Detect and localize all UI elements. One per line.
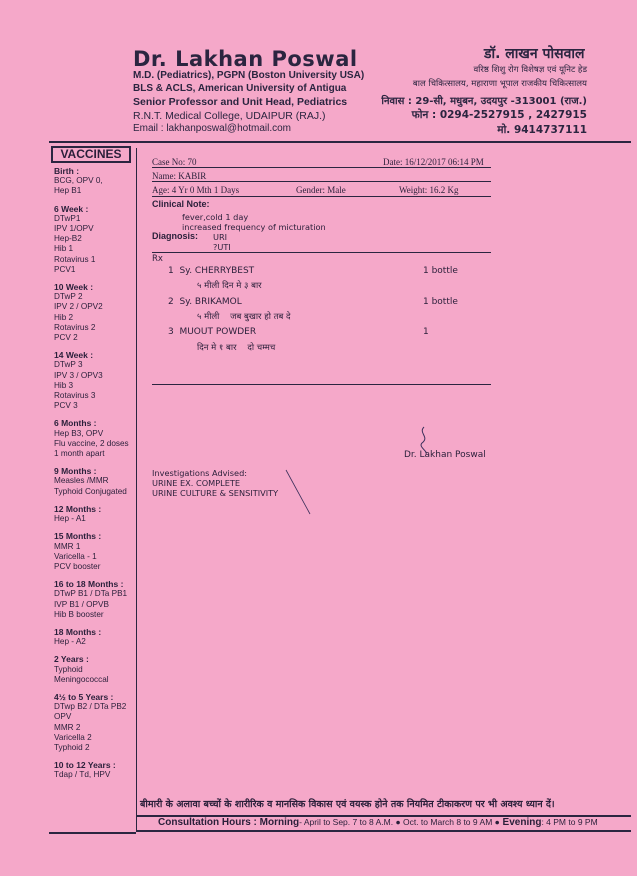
vaccine-age-title: 9 Months :: [54, 466, 97, 477]
qualification-line: M.D. (Pediatrics), PGPN (Boston University USA): [133, 70, 365, 81]
investigation-item: URINE EX. COMPLETE: [152, 478, 241, 488]
vaccine-item: Tdap / Td, HPV: [54, 770, 111, 780]
morning-label: Morning: [259, 817, 300, 828]
vaccine-item: DTwP 2: [54, 292, 83, 302]
vaccine-item: Hep B3, OPV: [54, 428, 104, 438]
vaccine-group: [54, 627, 136, 647]
vaccine-item: Measles /MMR: [54, 476, 109, 486]
vaccine-age-title: 6 Months :: [54, 418, 97, 429]
vaccine-item: Flu vaccine, 2 doses: [54, 438, 129, 448]
vaccine-item: Hep - A2: [54, 637, 86, 647]
vaccine-item: Typhoid Conjugated: [54, 486, 127, 496]
vaccine-item: DTwP B1 / DTa PB1: [54, 589, 128, 599]
medicine-dose: दिन मे १ बार दो चम्मच: [197, 343, 276, 353]
vaccine-item: Typhoid: [54, 664, 83, 674]
rule-line: [152, 167, 491, 168]
vaccine-group: [54, 466, 136, 497]
vaccine-age-title: 14 Week :: [54, 350, 94, 361]
vaccine-age-title: 6 Week :: [54, 203, 89, 214]
medicine-quantity: 1 bottle: [423, 266, 458, 276]
consultation-hours: [158, 817, 598, 828]
vaccine-item: IPV 2 / OPV2: [54, 302, 103, 312]
patient-weight: Weight: 16.2 Kg: [399, 185, 459, 195]
clinical-note-label: Clinical Note:: [152, 199, 210, 209]
diagnosis-value: ?UTI: [213, 242, 231, 252]
footer-hindi-note: बीमारी के अलावा बच्चों के शारीरिक व मानसिक विकास एवं वयस्क होने तक नियमित टीकाकरण पर भी अवश्य ध्यान दें।: [140, 799, 555, 810]
vaccine-item: Varicella 2: [54, 732, 92, 742]
vaccine-age-title: Birth :: [54, 166, 80, 176]
rule-line: [152, 181, 491, 182]
position-line: Senior Professor and Unit Head, Pediatrics: [133, 96, 348, 108]
signature-name: Dr. Lakhan Poswal: [404, 450, 486, 460]
vaccine-item: Rotavirus 2: [54, 322, 96, 332]
vaccine-item: Meningococcal: [54, 674, 109, 684]
doctor-name: Dr. Lakhan Poswal: [133, 47, 358, 71]
medicine-quantity: 1 bottle: [423, 297, 458, 307]
column-divider: [136, 148, 137, 831]
hindi-designation: वरिष्ठ शिशु रोग विशेषज्ञ एवं यूनिट हेड: [473, 65, 587, 75]
investigations-label: Investigations Advised:: [152, 468, 248, 478]
clinical-note: fever,cold 1 day: [182, 212, 249, 222]
evening-label: Evening: [502, 817, 542, 828]
email-line: Email : lakhanposwal@hotmail.com: [133, 123, 291, 134]
vaccine-item: OPV: [54, 712, 72, 722]
vaccine-item: DTwP1: [54, 213, 81, 223]
diagnosis-value: URI: [213, 232, 228, 242]
medicine-quantity: 1: [423, 327, 429, 337]
doctor-name-hindi: डॉ. लाखन पोसवाल: [484, 46, 585, 62]
vaccine-age-title: 15 Months :: [54, 531, 102, 542]
vaccine-item: Rotavirus 3: [54, 391, 96, 401]
investigation-item: URINE CULTURE & SENSITIVITY: [152, 488, 279, 498]
rule-line: [152, 384, 491, 385]
vaccine-item: Hep - A1: [54, 514, 86, 524]
medicine-line: 1 Sy. CHERRYBEST: [168, 266, 255, 276]
vaccine-group: [54, 531, 136, 572]
vaccine-age-title: 12 Months :: [54, 503, 102, 514]
vaccines-title: VACCINES: [51, 146, 131, 163]
vaccine-item: MMR 2: [54, 722, 81, 732]
patient-name: Name: KABIR: [152, 171, 207, 181]
vaccine-group: [54, 350, 136, 411]
vaccine-group: [54, 692, 136, 753]
vaccine-item: IPV 3 / OPV3: [54, 370, 103, 380]
vaccine-group: [54, 654, 136, 685]
vaccine-item: PCV1: [54, 264, 76, 274]
vaccine-item: DTwp B2 / DTa PB2: [54, 702, 127, 712]
medicine-dose: ५ मीली दिन मे ३ बार: [197, 281, 262, 291]
hindi-hospital: बाल चिकित्सालय, महाराणा भूपाल राजकीय चिकित्सालय: [412, 79, 587, 89]
vaccine-item: MMR 1: [54, 541, 81, 551]
vaccine-age-title: 10 Week :: [54, 282, 94, 293]
hindi-mobile: मो. 9414737111: [497, 124, 587, 136]
case-number: Case No: 70: [152, 157, 197, 167]
evening-hours: : 4 PM to 9 PM: [541, 817, 598, 827]
qualification-line: BLS & ACLS, American University of Antigua: [133, 83, 347, 94]
rx-label: Rx: [152, 254, 163, 264]
vaccine-group: [54, 166, 136, 197]
consultation-label: Consultation Hours :: [158, 817, 257, 828]
vaccine-age-title: 10 to 12 Years :: [54, 760, 116, 771]
rule-line: [152, 252, 491, 253]
vaccine-age-title: 4½ to 5 Years :: [54, 691, 114, 702]
morning-hours: - April to Sep. 7 to 8 A.M. ● Oct. to March 8 to 9 AM ●: [299, 817, 500, 827]
patient-age: Age: 4 Yr 0 Mth 1 Days: [152, 185, 240, 195]
visit-date: Date: 16/12/2017 06:14 PM: [383, 157, 484, 167]
vaccine-age-title: 16 to 18 Months :: [54, 579, 124, 590]
rule-line: [152, 196, 491, 197]
medicine-line: 3 MUOUT POWDER: [168, 327, 257, 337]
vaccine-group: [54, 579, 136, 620]
diagnosis-label: Diagnosis:: [152, 231, 199, 241]
patient-gender: Gender: Male: [296, 185, 346, 195]
vaccine-item: Rotavirus 1: [54, 254, 96, 264]
vaccine-item: IVP B1 / OPVB: [54, 599, 109, 609]
vaccine-age-title: 2 Years :: [54, 654, 89, 665]
vaccine-item: Hib 3: [54, 380, 74, 390]
hindi-address: निवास : 29-सी, मधुबन, उदयपुर -313001 (राज.): [381, 96, 587, 107]
vaccine-item: PCV booster: [54, 561, 101, 571]
vaccine-item: Hib B booster: [54, 609, 104, 619]
vaccine-item: Hib 1: [54, 244, 74, 254]
vaccine-schedule: [54, 166, 136, 788]
header-divider: [49, 141, 631, 143]
vaccine-item: 1 month apart: [54, 449, 105, 459]
vaccine-item: PCV 3: [54, 401, 78, 411]
vaccine-group: [54, 418, 136, 459]
vaccine-group: [54, 760, 136, 780]
vaccine-group: [54, 282, 136, 343]
vaccine-item: Hib 2: [54, 312, 74, 322]
vaccine-item: Typhoid 2: [54, 742, 90, 752]
vaccine-item: IPV 1/OPV: [54, 224, 94, 234]
vaccine-item: DTwP 3: [54, 360, 83, 370]
vaccine-item: PCV 2: [54, 333, 78, 343]
college-line: R.N.T. Medical College, UDAIPUR (RAJ.): [133, 110, 326, 122]
vaccine-item: Hep B1: [54, 186, 82, 196]
vaccine-item: BCG, OPV 0,: [54, 176, 103, 186]
clinical-note: increased frequency of micturation: [182, 222, 326, 232]
medicine-line: 2 Sy. BRIKAMOL: [168, 297, 242, 307]
vaccine-item: Hep-B2: [54, 234, 82, 244]
vaccine-item: Varicella - 1: [54, 551, 97, 561]
hindi-phone: फोन : 0294-2527915 , 2427915: [411, 109, 587, 121]
medicine-dose: ५ मीली जब बुखार हो तब दे: [197, 312, 291, 322]
pen-stroke: [284, 468, 314, 518]
vaccine-age-title: 18 Months :: [54, 626, 102, 637]
footer-divider: [49, 832, 136, 834]
vaccine-group: [54, 204, 136, 275]
vaccine-group: [54, 504, 136, 524]
